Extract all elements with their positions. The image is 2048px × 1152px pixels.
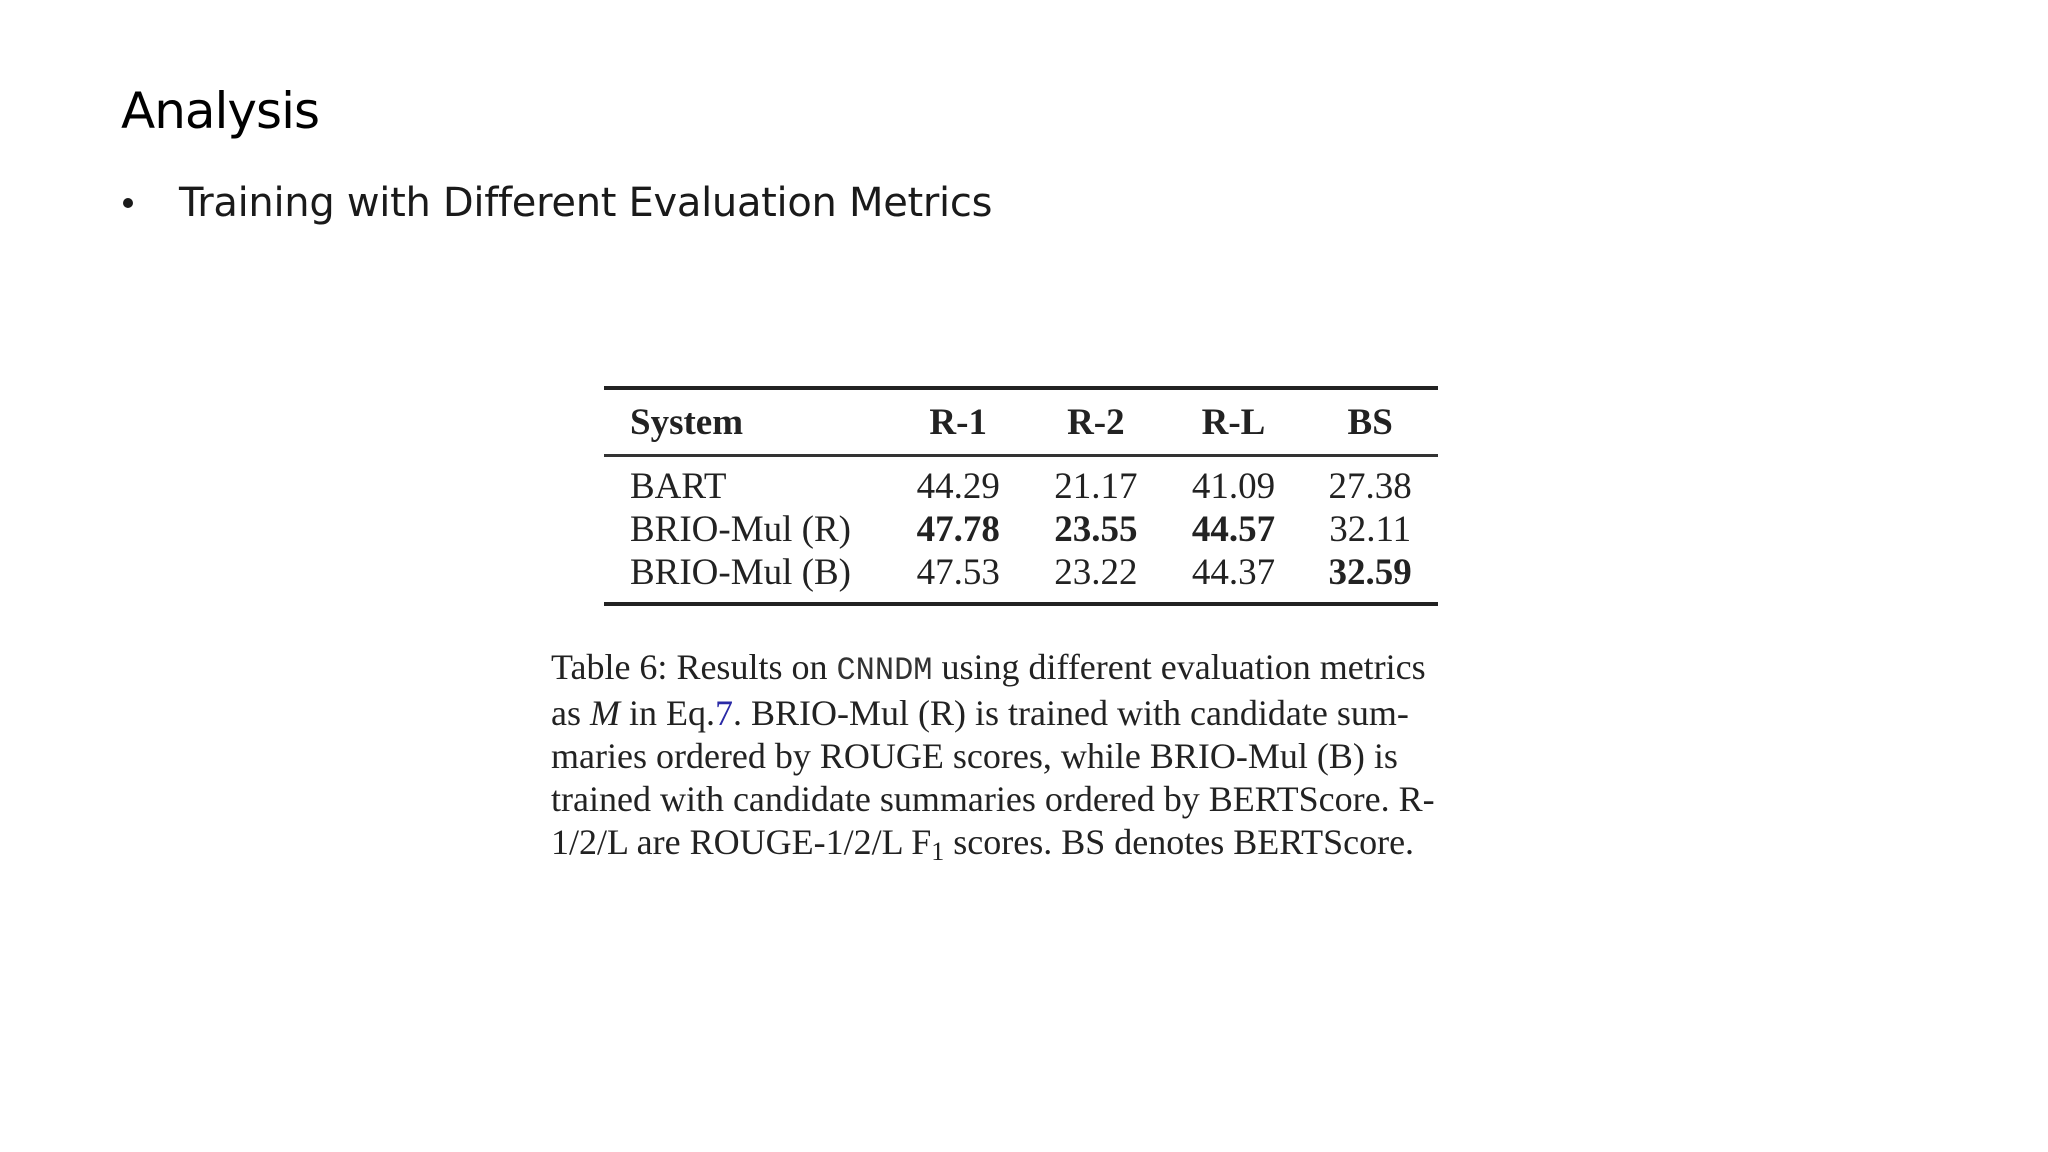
results-table <box>604 386 1438 606</box>
caption-line <box>551 692 1511 735</box>
cell-rl: 41.09 <box>1191 466 1276 507</box>
cell-system: BRIO-Mul (R) <box>630 509 851 550</box>
table-row <box>604 551 1438 594</box>
header-rl: R-L <box>1201 401 1266 443</box>
caption-text: in Eq. <box>620 693 715 733</box>
cell-bs: 27.38 <box>1328 466 1412 507</box>
equation-link[interactable]: 7 <box>715 693 733 733</box>
cell-system: BRIO-Mul (B) <box>630 552 851 593</box>
cell-r1: 47.78 <box>916 509 1000 550</box>
cell-r1: 44.29 <box>916 466 1000 507</box>
caption-subscript: 1 <box>931 837 945 866</box>
caption-text: scores. BS denotes BERTScore. <box>944 822 1415 862</box>
bullet-item <box>121 180 992 226</box>
caption-text: . BRIO-Mul (R) is trained with candidate sum- <box>733 693 1409 733</box>
table-bottom-rule <box>604 602 1438 606</box>
bullet-text: Training with Different Evaluation Metrics <box>179 180 993 226</box>
header-system: System <box>630 401 744 443</box>
slide-title: Analysis <box>121 82 320 140</box>
table-header-row <box>604 390 1438 454</box>
caption-line: maries ordered by ROUGE scores, while BRIO-Mul (B) is <box>551 736 1398 776</box>
table-row <box>604 508 1438 551</box>
table-body <box>604 457 1438 602</box>
caption-text: Table 6: Results on <box>551 647 837 687</box>
caption-text: as <box>551 693 590 733</box>
header-bs: BS <box>1347 401 1393 443</box>
caption-line <box>551 646 1511 692</box>
cell-r1: 47.53 <box>916 552 1000 593</box>
caption-text: 1/2/L are ROUGE-1/2/L F <box>551 822 932 862</box>
header-r1: R-1 <box>929 401 987 443</box>
caption-text: using different evaluation metrics <box>932 647 1426 687</box>
cell-r2: 21.17 <box>1054 466 1138 507</box>
caption-line: trained with candidate summaries ordered by BERTScore. R- <box>551 779 1435 819</box>
cell-rl: 44.37 <box>1191 552 1276 593</box>
table-caption <box>551 646 1511 873</box>
caption-math: M <box>590 693 620 733</box>
cell-bs: 32.59 <box>1328 552 1412 593</box>
cell-r2: 23.55 <box>1054 509 1138 550</box>
caption-dataset: CNNDM <box>836 652 933 689</box>
cell-r2: 23.22 <box>1054 552 1138 593</box>
table-row <box>604 465 1438 508</box>
header-r2: R-2 <box>1067 401 1125 443</box>
cell-system: BART <box>630 466 727 507</box>
cell-rl: 44.57 <box>1191 509 1276 550</box>
bullet-dot-icon <box>123 198 133 208</box>
cell-bs: 32.11 <box>1329 509 1412 550</box>
caption-line <box>551 821 1511 873</box>
